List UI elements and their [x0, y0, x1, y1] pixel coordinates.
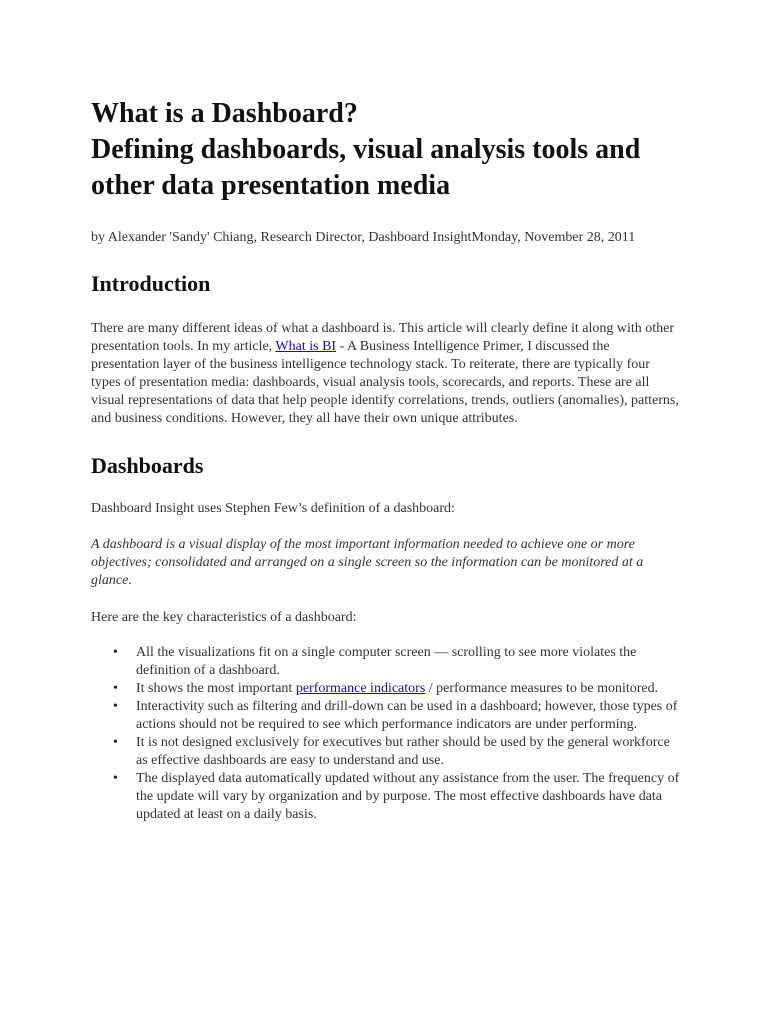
what-is-bi-link[interactable]: What is BI [275, 339, 337, 354]
list-item-text: All the visualizations fit on a single computer screen — scrolling to see more violates the definition of a dashboard. [136, 645, 637, 678]
intro-text-after-link: - A Business Intelligence Primer, I discussed the presentation layer of the business intelligence technology stack. To reiterate, there are typically four types of presentation media: dashboards, visual analysis tools, scorecards, and reports. These are all visual representations of data that help people identify correlations, trends, outliers (anomalies), patterns, and business conditions. However, they all have their own unique attributes. [91, 339, 679, 426]
definition-intro: Dashboard Insight uses Stephen Few’s definition of a dashboard: [91, 501, 455, 516]
list-item [91, 770, 681, 824]
dashboards-heading: Dashboards [91, 453, 204, 478]
bullet-icon: • [113, 771, 118, 786]
intro-text-before-link: There are many different ideas of what a dashboard is. This article will clearly define it along with other presentation tools. In my article, [91, 321, 674, 354]
key-characteristics-intro: Here are the key characteristics of a dashboard: [91, 610, 357, 625]
list-item-text-before-link: It shows the most important [136, 681, 296, 696]
bullet-icon: • [113, 681, 118, 696]
list-item [91, 680, 681, 698]
article-page [91, 96, 681, 824]
list-item [91, 698, 681, 734]
list-item-text: The displayed data automatically updated without any assistance from the user. The frequency of the update will vary by organization and by purpose. The most effective dashboards have data updated at least on a daily basis. [136, 771, 680, 822]
list-item [91, 644, 681, 680]
list-item-text-after-link: / performance measures to be monitored. [425, 681, 659, 696]
performance-indicators-link[interactable]: performance indicators [295, 681, 426, 696]
list-item-text: It is not designed exclusively for executives but rather should be used by the general workforce as effective dashboards are easy to understand and use. [136, 735, 670, 768]
definition-quote: A dashboard is a visual display of the most important information needed to achieve one or more objectives; consolidated and arranged on a single screen so the information can be monitored at a glance. [91, 537, 644, 588]
list-item [91, 734, 681, 770]
title-line-1: What is a Dashboard? [91, 98, 358, 129]
bullet-icon: • [113, 735, 118, 750]
byline: by Alexander 'Sandy' Chiang, Research Director, Dashboard InsightMonday, November 28, 2011 [91, 230, 636, 245]
bullet-icon: • [113, 645, 118, 660]
characteristics-list [91, 644, 681, 824]
title-line-2: Defining dashboards, visual analysis tools and other data presentation media [91, 134, 641, 201]
article-title [91, 96, 681, 204]
introduction-paragraph [91, 320, 681, 428]
list-item-text: Interactivity such as filtering and drill-down can be used in a dashboard; however, those types of actions should not be required to see which performance indicators are under performing. [136, 699, 678, 732]
introduction-heading: Introduction [91, 271, 211, 296]
bullet-icon: • [113, 699, 118, 714]
